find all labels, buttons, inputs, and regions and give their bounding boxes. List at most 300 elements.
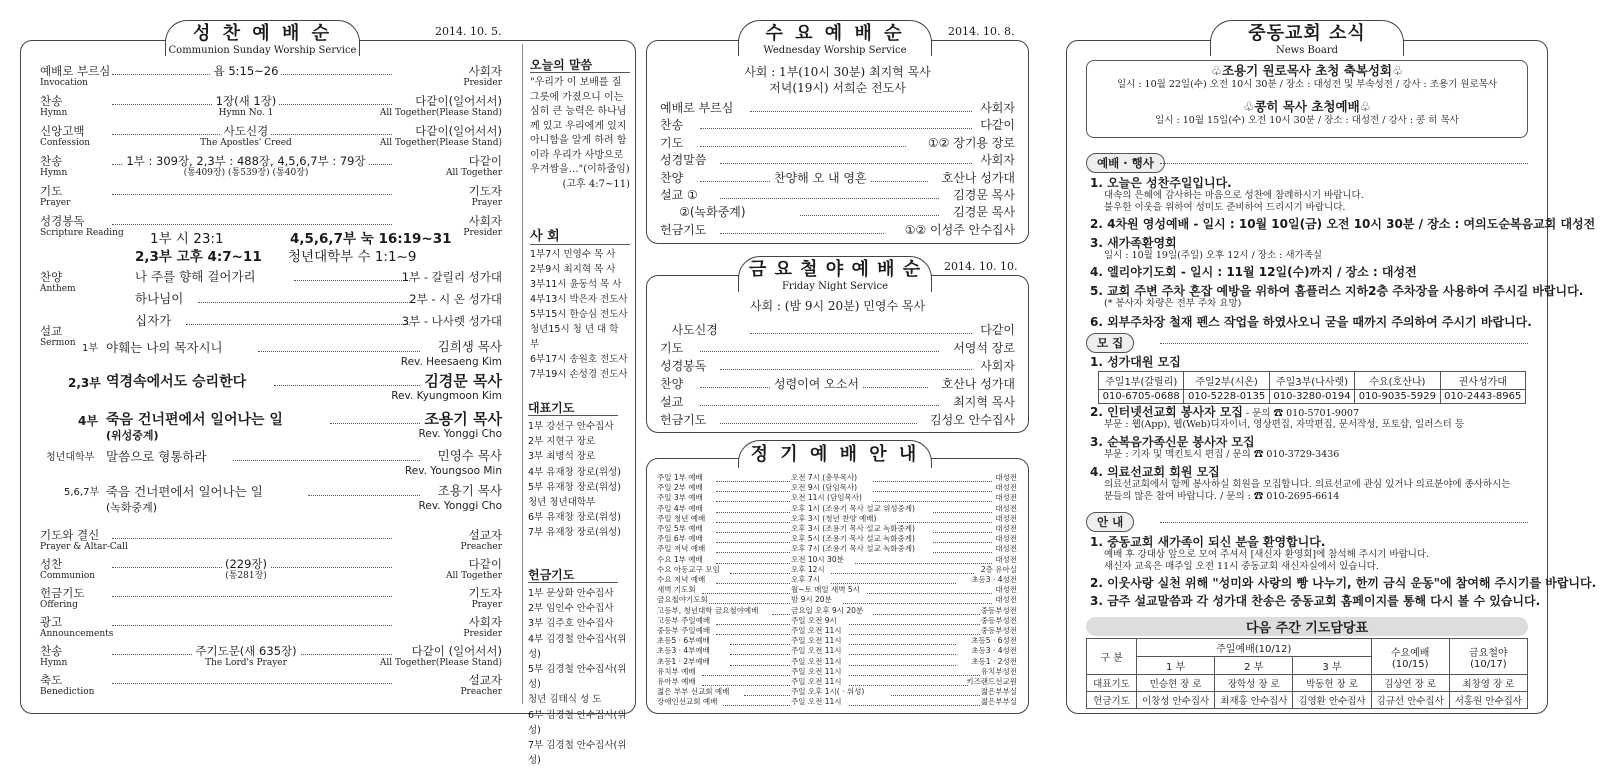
order-item-en: Hymn No. 1 <box>218 108 274 118</box>
order-role-en: All Together(Please Stand) <box>379 138 502 148</box>
scripture-reading: 4,5,6,7부 눅 16:19~31 <box>290 231 452 247</box>
order-label-en: Prayer & Altar-Call <box>40 542 128 552</box>
sermon-part: 청년대학부 <box>46 452 95 463</box>
schedule-time: 오후 3시 (청년 찬양 예배) <box>791 513 877 523</box>
sermon-title: 야훼는 나의 목자시니 <box>106 340 223 355</box>
schedule-time: 오후 3시 (조용기 목사 설교 녹화중계) <box>791 524 915 533</box>
list-line: 이라 우리가 사방으로 <box>530 149 624 161</box>
order-label-en: Scripture Reading <box>40 228 124 238</box>
schedule-time: 주일 오전 11시 <box>791 646 842 656</box>
leader-dots <box>112 625 392 626</box>
leader-dots <box>849 644 956 645</box>
list-line: 청년 청년대학부 <box>528 497 596 509</box>
leader-dots <box>700 128 972 129</box>
col-part-2: 2 부 <box>1215 657 1293 675</box>
notice-heading-text: 3. 새가족환영회 <box>1090 236 1177 250</box>
schedule-place: 대성전 <box>995 554 1017 564</box>
section-recruit: 모 집 <box>1086 333 1134 353</box>
leader-dots <box>750 111 972 112</box>
today-word-title: 오늘의 말씀 <box>530 58 630 73</box>
schedule-time: 금요일 오후 9시 20분 <box>791 605 864 615</box>
notice-heading <box>1090 465 1220 479</box>
schedule-name: 금요철야기도회 <box>657 595 708 605</box>
prayer-assignment: 박동헌 장 로 <box>1293 675 1371 692</box>
notice-heading <box>1090 535 1325 549</box>
schedule-time: 오전 7시 (총무목사) <box>791 473 858 482</box>
order-label-en: Invocation <box>40 78 88 88</box>
order-label-en: Confession <box>40 138 91 148</box>
list-line: 그릇에 가졌으니 이는 <box>530 91 624 103</box>
order-role: 다같이 <box>466 154 502 168</box>
sermon-title: 죽음 건너편에서 일어나는 일 <box>106 412 283 428</box>
order-role-en: Preacher <box>460 542 502 552</box>
notice-detail: 새신자 교육은 매주일 오전 11시 중동교회 새신자실에서 있습니다. <box>1104 561 1379 572</box>
notice-heading-text: 2. 인터넷선교회 봉사자 모집 <box>1090 405 1243 419</box>
order-item <box>100 94 392 108</box>
order-role: 기도자 <box>466 184 502 198</box>
order-role-en: Presider <box>463 78 502 88</box>
leader-dots <box>730 573 790 574</box>
leader-dots <box>849 634 980 635</box>
schedule-name: 주일 4부 예배 <box>657 503 703 513</box>
schedule-time: 오전 9시 (담임목사) <box>791 483 858 493</box>
sermon-pastor: 김희생 목사 <box>437 339 502 354</box>
choir-name: 주일3부(나사렛) <box>1269 372 1354 390</box>
order-label: 신앙고백 <box>40 124 85 138</box>
schedule-time: 오후 12시 <box>791 564 825 574</box>
sermon-broadcast: (위성중계) <box>106 429 159 442</box>
prayer-assignment: 서홍원 안수집사 <box>1449 692 1527 709</box>
order-label: 사도신경 <box>660 323 718 337</box>
order-label: 설교 ① <box>660 188 698 202</box>
schedule-time: 주일 오전 11시 <box>791 626 842 635</box>
list-line: 5부15시 한승심 전도사 <box>530 309 628 320</box>
leader-dots <box>873 481 992 482</box>
sermon-part: 4부 <box>78 414 98 428</box>
leader-dots <box>198 302 410 303</box>
leader-dots <box>716 634 790 635</box>
sermon-broadcast: (녹화중계) <box>106 501 158 514</box>
order-role: 다같이 (일어서서) <box>409 644 502 658</box>
order-item: 찬양해 오 내 영혼 <box>770 171 871 185</box>
news-subtitle: News Board <box>1275 45 1339 56</box>
order-role: ①② 이성주 안수집사 <box>902 223 1015 237</box>
anthem-title: 하나님이 <box>135 291 184 306</box>
schedule-place: 대성전 <box>995 513 1017 523</box>
schedule-name: 주일 6부 예배 <box>657 534 703 544</box>
schedule-place: 키즈랜드선교원 <box>966 677 1017 686</box>
prayer-assignment: 김영환 안수집사 <box>1293 692 1371 709</box>
anthem-label-en: Anthem <box>40 284 76 294</box>
schedule-time: 오전 10시 30분 <box>791 554 844 564</box>
schedule-time: 오후 5시 (조용기 목사 설교 녹화중계) <box>791 534 915 544</box>
list-line: 7부 유재창 장로(위성) <box>528 527 621 539</box>
schedule-time: 오후 1시 (조용기 목사 설교 위성중계) <box>791 503 915 513</box>
leader-dots <box>849 705 980 706</box>
notice-heading-text: 3. 순복음가족신문 봉사자 모집 <box>1090 435 1255 449</box>
order-label-en: Hymn <box>40 108 68 118</box>
schedule-name: 초등5 · 6부예배 <box>657 636 710 646</box>
order-item-text: (229장) <box>222 557 270 571</box>
scripture-reading: 2,3부 고후 4:7~11 <box>135 249 262 265</box>
list-line: 7부 김경철 안수집사(위성) <box>528 740 627 767</box>
list-line: 6부17시 송원호 전도사 <box>530 354 628 365</box>
schedule-name: 주일 청년 예배 <box>657 513 706 523</box>
notice-detail: 예배 후 강대상 앞으로 모여 주셔서 [새신자 환영회]에 참석해 주시기 바랍니다. <box>1104 549 1430 560</box>
order-item-en: (통281장) <box>225 571 267 581</box>
list-line: 3부11시 윤동석 목 사 <box>530 279 622 290</box>
order-label: 성찬 <box>40 557 63 571</box>
order-role-en: All Together(Please Stand) <box>379 658 502 668</box>
order-label: 찬양 <box>660 170 684 185</box>
order-role: 호산나 성가대 <box>939 377 1015 391</box>
list-line: 3부 김주호 안수집사 <box>528 618 614 630</box>
sermon-part: 1부 <box>82 343 99 354</box>
notice-detail: 부문 : 웹(App), 웹(Web)디자이너, 영상편집, 자막편집, 문서작성, 포토샵, 일러스터 등 <box>1104 419 1464 430</box>
friday-subtitle: Friday Night Service <box>781 281 888 292</box>
sermon-pastor: 조용기 목사 <box>437 483 502 498</box>
order-label: 헌금기도 <box>40 586 85 600</box>
schedule-time: 주일 오후 1시( · 위성) <box>791 687 865 697</box>
sermon-label-en: Sermon <box>40 338 76 348</box>
order-item-text: 사도신경 <box>221 124 271 138</box>
notice-detail: 부문 : 기자 및 맥킨토시 편집 / 문의 ☎ 010-3729-3436 <box>1104 449 1340 460</box>
rep-prayer-list <box>528 401 632 541</box>
friday-title: 금 요 철 야 예 배 순 <box>748 259 922 280</box>
list-line: 3부 최병석 장로 <box>528 451 596 463</box>
choir-phone: 010-3280-0194 <box>1269 390 1354 404</box>
schedule-place: 대성전 <box>995 503 1017 513</box>
friday-title-tab <box>738 256 932 292</box>
sermon-pastor: 조용기 목사 <box>424 410 502 428</box>
order-label-en: Hymn <box>40 658 68 668</box>
order-label: 성경봉독 <box>660 359 707 373</box>
leader-dots <box>112 596 392 597</box>
leader-dots <box>831 583 956 584</box>
choir-contact-table <box>1098 371 1526 404</box>
anthem-choir: 3부 - 나사렛 성가대 <box>401 314 502 328</box>
schedule-time: 주일 오전 9시 <box>791 615 837 625</box>
schedule-time: 주일 오전 11시 <box>791 666 842 676</box>
column-divider <box>522 44 523 704</box>
divider-guide <box>1160 522 1528 523</box>
notice-heading <box>1090 217 1595 231</box>
order-role: 설교자 <box>466 528 502 542</box>
prayer-assignment: 김상연 장 로 <box>1371 675 1449 692</box>
list-line: 우겨쌈을…"(이하줄임) <box>530 164 630 175</box>
announcement-1-text: 일시 : 10월 22일(수) 오전 10시 30분 / 장소 : 대성전 및 부속성전 / 강사 : 조용기 원로목사 <box>1116 79 1498 90</box>
leader-dots <box>831 573 974 574</box>
prayer-assignment: 최창영 장 로 <box>1449 675 1527 692</box>
communion-title: 성 찬 예 배 순 <box>192 23 332 44</box>
wednesday-subtitle: Wednesday Worship Service <box>763 45 907 56</box>
notice-heading <box>1090 576 1596 590</box>
schedule-place: 중등부성전 <box>980 626 1017 635</box>
order-label: 기도와 결신 <box>40 528 100 542</box>
order-role: ①② 장기용 장로 <box>925 136 1015 150</box>
list-line: 4부 유재창 장로(위성) <box>528 466 621 478</box>
list-line: 5부 김경철 안수집사(위성) <box>528 664 627 691</box>
list-line: 1부 문상화 안수집사 <box>528 588 614 599</box>
presider-title: 사 회 <box>530 230 630 245</box>
leader-dots <box>843 603 992 604</box>
leader-dots <box>716 583 790 584</box>
notice-detail: 대속의 은혜에 감사하는 마음으로 성찬에 참례하시기 바랍니다. <box>1104 190 1364 201</box>
schedule-place: 초등3 · 4성전 <box>971 646 1017 656</box>
leader-dots <box>933 532 992 533</box>
leader-dots <box>730 665 790 666</box>
anthem-title: 십자가 <box>135 313 172 328</box>
order-role-en: All Together <box>446 571 502 581</box>
schedule-place: 젊은부부실 <box>980 687 1017 697</box>
schedule-place: 중등부성전 <box>980 605 1017 615</box>
next-week-title-bar <box>1086 617 1528 636</box>
leader-dots <box>849 654 956 655</box>
schedule-name: 장애인선교회 예배 <box>657 697 718 707</box>
announcement-2 <box>1086 100 1528 128</box>
leader-dots <box>849 675 980 676</box>
leader-dots <box>330 423 420 424</box>
list-line: 4부13시 박은자 전도사 <box>530 294 628 305</box>
order-item <box>100 124 392 138</box>
notice-detail: 분들의 많은 참여 바랍니다. / 문의 : ☎ 010-2695-6614 <box>1104 491 1340 502</box>
communion-subtitle: Communion Sunday Worship Service <box>168 45 357 56</box>
offering-prayer-title: 헌금기도 <box>528 568 618 583</box>
sermon-label: 설교 <box>40 324 63 338</box>
order-label: 찬송 <box>40 154 63 168</box>
order-label: 예배로 부르심 <box>40 64 111 78</box>
leader-dots <box>933 512 992 513</box>
schedule-name: 주일 3부 예배 <box>657 493 703 503</box>
order-role: 김경문 목사 <box>950 205 1015 219</box>
prayer-assignment: 최재홍 안수집사 <box>1215 692 1293 709</box>
leader-dots <box>308 495 421 496</box>
schedule-time: 주일 오전 11시 <box>791 697 842 707</box>
order-label: 기도 <box>660 135 684 150</box>
schedule-name: 주일 2부 예배 <box>657 483 703 493</box>
order-label: 광고 <box>40 615 63 629</box>
schedule-place: 대성전 <box>995 534 1017 544</box>
choir-name: 주일1부(갈릴리) <box>1099 372 1184 390</box>
schedule-name: 주일 저녁 예배 <box>657 544 706 554</box>
schedule-time: 오전 11시 (담임목사) <box>791 493 862 503</box>
choir-name: 수요(호산나) <box>1355 372 1440 390</box>
list-line: 6부 유재창 장로(위성) <box>528 512 621 524</box>
list-line: 7부19시 손성경 전도사 <box>530 369 628 380</box>
leader-dots <box>702 675 790 676</box>
order-item <box>100 154 392 168</box>
order-role: 다같이(일어서서) <box>412 124 502 138</box>
schedule-time: 주일 오전 11시 <box>791 656 842 666</box>
list-line: 1부7시 민영수 목 사 <box>530 249 616 260</box>
sermon-title: 말씀으로 형통하라 <box>106 449 207 464</box>
leader-dots <box>897 522 992 523</box>
leader-dots <box>716 542 790 543</box>
wednesday-title: 수 요 예 배 순 <box>765 23 905 44</box>
order-item-en: The Apostles' Creed <box>200 138 292 148</box>
notice-heading-text: 4. 엘리야기도회 - 일시 : 11월 12일(수)까지 / 장소 : 대성전 <box>1090 265 1417 279</box>
notice-heading <box>1090 435 1255 449</box>
notice-heading <box>1090 315 1532 329</box>
order-label: 성경말씀 <box>660 153 707 168</box>
communion-date: 2014. 10. 5. <box>435 25 502 38</box>
leader-dots <box>258 351 421 352</box>
order-role: 다같이 <box>977 118 1015 132</box>
notice-heading <box>1090 265 1417 279</box>
leader-dots <box>112 683 392 684</box>
col-part-3: 3 부 <box>1293 657 1371 675</box>
leader-dots <box>112 224 392 225</box>
list-line: 6부 김경철 안수집사(위성) <box>528 709 627 736</box>
schedule-place: 초등5 · 6성전 <box>971 636 1017 646</box>
order-role: 김경문 목사 <box>950 188 1015 202</box>
col-wednesday: 수요예배 (10/15) <box>1371 639 1449 675</box>
schedule-name: 젊은 부부 선교회 예배 <box>657 687 730 697</box>
leader-dots <box>700 405 939 406</box>
leader-dots <box>730 644 790 645</box>
list-line: 4부 김경철 안수집사(위성) <box>528 633 627 660</box>
news-title: 중동교회 소식 <box>1248 23 1366 44</box>
list-line: 청년15시 청 년 대 학 부 <box>530 324 619 350</box>
sermon-pastor-en: Rev. Yonggi Cho <box>418 428 502 440</box>
leader-dots <box>720 163 972 164</box>
wednesday-presider <box>646 64 1029 96</box>
leader-dots <box>867 593 992 594</box>
today-word <box>530 58 630 192</box>
sermon-pastor-en: Rev. Youngsoo Min <box>404 465 502 477</box>
schedule-name: 중등부 주일예배 <box>657 626 711 635</box>
order-role: 최지혁 목사 <box>950 395 1015 409</box>
sermon-pastor: 민영수 목사 <box>437 448 502 463</box>
schedule-place: 초등3 · 4성전 <box>971 575 1017 584</box>
schedule-place: 초등1 · 2성전 <box>971 656 1017 666</box>
leader-dots <box>891 695 980 696</box>
leader-dots <box>873 614 980 615</box>
col-part-1: 1 부 <box>1137 657 1215 675</box>
leader-dots <box>709 603 790 604</box>
choir-phone: 010-9035-5929 <box>1355 390 1440 404</box>
leader-dots <box>716 522 790 523</box>
wed-head-2: 저녁(19시) 서희순 전도사 <box>769 81 906 95</box>
notice-heading <box>1090 594 1540 608</box>
news-title-tab <box>1210 20 1404 56</box>
leader-dots <box>716 552 790 553</box>
order-item: 성령이여 오소서 <box>770 377 863 391</box>
list-line: 2부9시 최지혁 목 사 <box>530 264 616 275</box>
sermon-part: 2,3부 <box>68 376 101 390</box>
choir-phone: 010-2443-8965 <box>1440 390 1525 404</box>
order-label: ②(녹화중계) <box>660 205 746 220</box>
leader-dots <box>873 491 992 492</box>
order-role: 김성오 안수집사 <box>927 413 1015 427</box>
sermon-pastor: 김경문 목사 <box>424 372 502 390</box>
leader-dots <box>750 333 972 334</box>
leader-dots <box>933 542 992 543</box>
anthem-title: 나 주를 향해 걸어가리 <box>135 269 256 284</box>
scripture-reading: 1부 시 23:1 <box>150 231 224 247</box>
schedule-place: 대성전 <box>995 544 1017 554</box>
order-label: 찬송 <box>40 94 63 108</box>
anthem-label: 찬양 <box>40 270 63 284</box>
order-item-en: The Lord's Prayer <box>205 658 287 668</box>
notice-detail: 일시 : 10월 19일(주일) 오후 12시 / 장소 : 새가족실 <box>1104 250 1323 261</box>
order-role: 사회자 <box>466 615 502 629</box>
leader-dots <box>849 685 968 686</box>
col-sunday: 주일예배(10/12) <box>1137 639 1372 657</box>
order-role: 사회자 <box>977 359 1015 373</box>
order-item-text: 1부 : 309장, 2,3부 : 488장, 4,5,6,7부 : 79장 <box>123 154 368 168</box>
friday-date: 2014. 10. 10. <box>944 260 1018 273</box>
order-role-en: All Together <box>446 168 502 178</box>
schedule-place: 젊은부부실 <box>980 697 1017 707</box>
announcement-1 <box>1086 64 1528 92</box>
schedule-place: 2층 유아실 <box>980 564 1017 574</box>
order-role: 사회자 <box>977 101 1015 115</box>
notice-contact: - 문의 ☎ 010-5701-9007 <box>1242 408 1360 419</box>
schedule-place: 대성전 <box>995 473 1017 482</box>
recruit-choir: 1. 성가대원 모집 <box>1090 355 1181 369</box>
choir-name: 권사성가대 <box>1440 372 1525 390</box>
schedule-time: 오후 7시 (조용기 목사 설교 녹화중계) <box>791 544 915 554</box>
schedule-name: 주일 5부 예배 <box>657 524 703 533</box>
section-events: 예배 · 행사 <box>1086 153 1165 173</box>
divider-recruit <box>1160 343 1528 344</box>
schedule-time: 주일 오전 11시 <box>791 677 842 686</box>
leader-dots <box>700 351 939 352</box>
leader-dots <box>933 552 992 553</box>
order-label: 헌금기도 <box>660 413 707 427</box>
sermon-title: 죽음 건너편에서 일어나는 일 <box>106 484 263 499</box>
order-label: 찬송 <box>660 118 684 133</box>
order-role-en: Prayer <box>471 600 502 610</box>
leader-dots <box>720 233 884 234</box>
wednesday-title-tab <box>738 20 932 56</box>
list-line: "우리가 이 보배를 질 <box>530 77 622 88</box>
offering-prayer-list <box>528 568 632 768</box>
schedule-time: 오후 7시 <box>791 575 820 584</box>
leader-dots <box>720 423 917 424</box>
sermon-pastor-en: Rev. Kyungmoon Kim <box>391 390 502 402</box>
announcement-2-text: 일시 : 10월 15일(수) 오전 10시 30분 / 장소 : 대성전 / 강사 : 콩 히 목사 <box>1155 115 1459 126</box>
leader-dots <box>716 563 790 564</box>
order-role-en: All Together(Please Stand) <box>379 108 502 118</box>
leader-dots <box>716 512 790 513</box>
list-line: 2부 지현구 장로 <box>528 436 596 448</box>
list-line: 5부 유재창 장로(위성) <box>528 481 621 493</box>
order-item-text: 주기도문(새 635장) <box>192 644 299 658</box>
next-week-title: 다음 주간 기도담당표 <box>1245 621 1369 636</box>
leader-dots <box>716 532 790 533</box>
leader-dots <box>730 654 790 655</box>
leader-dots <box>720 369 972 370</box>
order-role-en: Presider <box>463 629 502 639</box>
order-role-en: Prayer <box>471 198 502 208</box>
order-item <box>100 64 392 78</box>
wednesday-date: 2014. 10. 8. <box>948 25 1015 38</box>
leader-dots <box>716 491 790 492</box>
list-line: (고후 4:7~11) <box>562 178 630 190</box>
order-role: 사회자 <box>466 64 502 78</box>
leader-dots <box>800 215 939 216</box>
order-label: 축도 <box>40 673 63 687</box>
schedule-name: 수요 저녁 예배 <box>657 575 706 584</box>
order-item <box>100 644 392 658</box>
schedule-place: 대성전 <box>995 483 1017 493</box>
anthem-choir: 2부 - 시 온 성가대 <box>409 292 502 306</box>
leader-dots <box>873 501 992 502</box>
list-line: 께 있고 우리에게 있지 <box>530 120 627 132</box>
anthem-choir: 1부 - 갈릴리 성가대 <box>401 270 502 284</box>
